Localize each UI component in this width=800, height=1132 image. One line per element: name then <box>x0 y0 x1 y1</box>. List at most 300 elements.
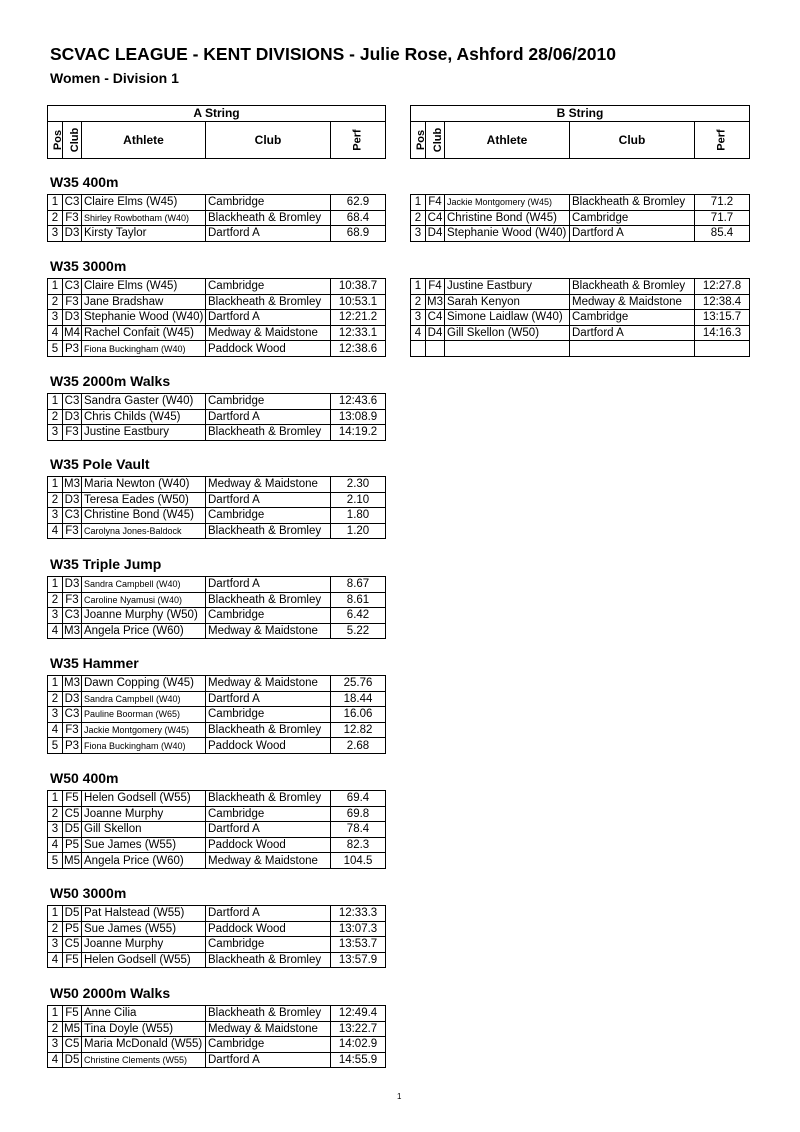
perf-cell: 5.22 <box>331 623 386 639</box>
position-cell: 2 <box>48 592 63 608</box>
perf-cell: 104.5 <box>331 853 386 869</box>
a-string-title: A String <box>48 106 386 122</box>
club-cell: Medway & Maidstone <box>206 477 331 493</box>
position-cell: 4 <box>411 325 426 341</box>
club-code-cell: F4 <box>426 195 445 211</box>
club-code-cell: C4 <box>426 210 445 226</box>
athlete-cell: Christine Bond (W45) <box>82 508 206 524</box>
perf-cell: 71.7 <box>695 210 750 226</box>
position-cell: 3 <box>48 822 63 838</box>
athlete-cell: Helen Godsell (W55) <box>82 952 206 968</box>
club-code-cell: D3 <box>63 577 82 593</box>
result-row <box>48 691 386 707</box>
club-code-cell: D3 <box>63 310 82 326</box>
club-code-cell: F4 <box>426 279 445 295</box>
club-code-cell: C3 <box>63 707 82 723</box>
club-cell: Cambridge <box>206 394 331 410</box>
athlete-cell: Jackie Montgomery (W45) <box>82 722 206 738</box>
results-table-a <box>47 476 386 539</box>
event-heading: W50 3000m <box>50 885 127 901</box>
position-cell: 3 <box>48 707 63 723</box>
position-cell: 2 <box>48 210 63 226</box>
position-cell: 1 <box>411 279 426 295</box>
result-row <box>48 226 386 242</box>
club-cell: Blackheath & Bromley <box>206 791 331 807</box>
position-cell: 2 <box>48 806 63 822</box>
result-row <box>411 325 750 341</box>
perf-cell: 13:53.7 <box>331 937 386 953</box>
a-string-header <box>47 105 386 159</box>
position-cell: 2 <box>411 294 426 310</box>
club-cell: Dartford A <box>206 226 331 242</box>
result-row <box>48 1037 386 1053</box>
athlete-cell: Stephanie Wood (W40) <box>445 226 570 242</box>
athlete-cell: Maria McDonald (W55) <box>82 1037 206 1053</box>
result-row <box>48 279 386 295</box>
result-row <box>48 310 386 326</box>
club-cell: Medway & Maidstone <box>206 325 331 341</box>
result-row <box>48 937 386 953</box>
b-string-title: B String <box>411 106 750 122</box>
pos-header: Pos <box>48 121 63 158</box>
position-cell: 3 <box>411 310 426 326</box>
athlete-cell: Pauline Boorman (W65) <box>82 707 206 723</box>
result-row <box>48 623 386 639</box>
perf-cell: 82.3 <box>331 837 386 853</box>
athlete-cell: Dawn Copping (W45) <box>82 676 206 692</box>
athlete-cell: Stephanie Wood (W40) <box>82 310 206 326</box>
perf-cell: 69.4 <box>331 791 386 807</box>
position-cell: 3 <box>48 226 63 242</box>
position-cell: 1 <box>48 906 63 922</box>
position-cell: 3 <box>411 226 426 242</box>
perf-cell: 14:55.9 <box>331 1052 386 1068</box>
result-row <box>411 341 750 357</box>
club-code-cell: D3 <box>63 409 82 425</box>
athlete-cell: Maria Newton (W40) <box>82 477 206 493</box>
club-code-cell: D3 <box>63 226 82 242</box>
athlete-cell: Shirley Rowbotham (W40) <box>82 210 206 226</box>
club-cell: Cambridge <box>206 806 331 822</box>
result-row <box>48 577 386 593</box>
club-cell: Cambridge <box>206 707 331 723</box>
club-code-cell: F5 <box>63 791 82 807</box>
club-cell: Blackheath & Bromley <box>206 294 331 310</box>
club-code-cell: F3 <box>63 210 82 226</box>
perf-cell: 12:33.1 <box>331 325 386 341</box>
result-row <box>48 921 386 937</box>
position-cell: 3 <box>48 608 63 624</box>
position-cell: 3 <box>48 310 63 326</box>
club-code-cell: P3 <box>63 738 82 754</box>
club-code-cell: C5 <box>63 1037 82 1053</box>
result-row <box>411 195 750 211</box>
club-code-cell: C3 <box>63 508 82 524</box>
result-row <box>48 210 386 226</box>
result-row <box>48 195 386 211</box>
athlete-cell: Rachel Confait (W45) <box>82 325 206 341</box>
result-row <box>411 310 750 326</box>
club-code-cell: M3 <box>427 295 443 308</box>
results-table-b <box>410 194 750 242</box>
club-cell: Dartford A <box>206 492 331 508</box>
club-cell: Paddock Wood <box>206 341 331 357</box>
athlete-cell: Angela Price (W60) <box>82 853 206 869</box>
athlete-cell: Jane Bradshaw <box>82 294 206 310</box>
athlete-cell: Claire Elms (W45) <box>82 195 206 211</box>
perf-cell: 12:21.2 <box>331 310 386 326</box>
athlete-cell: Justine Eastbury <box>82 425 206 441</box>
position-cell: 4 <box>48 523 63 539</box>
b-string-header <box>410 105 750 159</box>
club-code-header: Club <box>63 121 82 158</box>
results-table-b <box>410 278 750 357</box>
perf-cell: 13:08.9 <box>331 409 386 425</box>
page-number: 1 <box>397 1092 402 1101</box>
result-row <box>48 294 386 310</box>
club-code-cell: M3 <box>64 478 80 491</box>
club-cell: Blackheath & Bromley <box>206 722 331 738</box>
position-cell: 2 <box>411 210 426 226</box>
athlete-header: Athlete <box>445 121 570 158</box>
club-code-cell: F3 <box>63 294 82 310</box>
result-row <box>48 477 386 493</box>
result-row <box>48 837 386 853</box>
event-heading: W35 Triple Jump <box>50 556 162 572</box>
perf-cell: 85.4 <box>695 226 750 242</box>
athlete-cell: Christine Bond (W45) <box>445 210 570 226</box>
perf-cell: 10:53.1 <box>331 294 386 310</box>
position-cell: 1 <box>48 195 63 211</box>
position-cell: 1 <box>48 577 63 593</box>
athlete-cell: Helen Godsell (W55) <box>82 791 206 807</box>
athlete-cell: Anne Cilia <box>82 1006 206 1022</box>
athlete-cell: Gill Skellon (W50) <box>445 325 570 341</box>
club-code-cell: M5 <box>64 854 80 867</box>
club-code-cell: P3 <box>63 341 82 357</box>
club-cell: Dartford A <box>570 226 695 242</box>
event-heading: W50 400m <box>50 770 119 786</box>
club-cell: Dartford A <box>206 577 331 593</box>
club-code-cell: D4 <box>426 226 445 242</box>
position-cell: 4 <box>48 1052 63 1068</box>
result-row <box>48 722 386 738</box>
club-cell: Cambridge <box>570 310 695 326</box>
club-code-cell: M5 <box>64 1022 80 1035</box>
result-row <box>48 806 386 822</box>
position-cell: 1 <box>48 676 63 692</box>
club-cell: Blackheath & Bromley <box>206 592 331 608</box>
perf-cell: 68.4 <box>331 210 386 226</box>
club-code-cell: F5 <box>63 1006 82 1022</box>
club-code-cell: M4 <box>64 327 80 340</box>
club-code-cell: D5 <box>63 1052 82 1068</box>
perf-cell: 14:19.2 <box>331 425 386 441</box>
perf-cell: 2.30 <box>331 477 386 493</box>
club-cell: Medway & Maidstone <box>206 853 331 869</box>
position-cell: 1 <box>48 279 63 295</box>
position-cell: 3 <box>48 508 63 524</box>
results-table-a <box>47 576 386 639</box>
club-cell: Cambridge <box>206 195 331 211</box>
club-cell: Dartford A <box>206 310 331 326</box>
perf-header: Perf <box>695 121 750 158</box>
result-row <box>48 1021 386 1037</box>
position-cell: 1 <box>48 477 63 493</box>
club-code-cell: P5 <box>63 921 82 937</box>
result-row <box>48 1006 386 1022</box>
club-code-cell: D5 <box>63 822 82 838</box>
position-cell: 2 <box>48 1021 63 1037</box>
result-row <box>48 707 386 723</box>
results-table-a <box>47 194 386 242</box>
result-row <box>48 906 386 922</box>
perf-cell: 16.06 <box>331 707 386 723</box>
club-code-cell: F3 <box>63 592 82 608</box>
position-cell: 4 <box>48 837 63 853</box>
perf-cell: 25.76 <box>331 676 386 692</box>
club-cell: Blackheath & Bromley <box>570 195 695 211</box>
event-heading: W35 2000m Walks <box>50 373 171 389</box>
club-code-cell: D3 <box>63 691 82 707</box>
perf-cell: 13:15.7 <box>695 310 750 326</box>
club-cell: Cambridge <box>206 1037 331 1053</box>
club-cell: Blackheath & Bromley <box>206 1006 331 1022</box>
athlete-cell: Teresa Eades (W50) <box>82 492 206 508</box>
club-code-cell: C3 <box>63 608 82 624</box>
position-cell: 5 <box>48 738 63 754</box>
results-table-a <box>47 393 386 441</box>
result-row <box>48 425 386 441</box>
position-cell: 1 <box>48 1006 63 1022</box>
position-cell: 3 <box>48 1037 63 1053</box>
result-row <box>48 341 386 357</box>
club-cell: Cambridge <box>206 937 331 953</box>
result-row <box>48 738 386 754</box>
athlete-cell: Sue James (W55) <box>82 837 206 853</box>
athlete-cell: Jackie Montgomery (W45) <box>445 195 570 211</box>
athlete-cell: Carolyna Jones-Baldock <box>82 523 206 539</box>
club-code-cell: C5 <box>63 937 82 953</box>
result-row <box>48 592 386 608</box>
club-cell: Dartford A <box>206 409 331 425</box>
results-table-a <box>47 905 386 968</box>
athlete-cell: Fiona Buckingham (W40) <box>82 341 206 357</box>
club-code-cell: P5 <box>63 837 82 853</box>
results-table-a <box>47 1005 386 1068</box>
position-cell: 2 <box>48 492 63 508</box>
club-cell: Cambridge <box>206 508 331 524</box>
athlete-cell: Joanne Murphy <box>82 806 206 822</box>
athlete-cell: Pat Halstead (W55) <box>82 906 206 922</box>
athlete-cell: Caroline Nyamusi (W40) <box>82 592 206 608</box>
club-cell: Cambridge <box>206 279 331 295</box>
results-table-a <box>47 675 386 754</box>
perf-cell: 62.9 <box>331 195 386 211</box>
club-cell: Paddock Wood <box>206 738 331 754</box>
athlete-cell: Justine Eastbury <box>445 279 570 295</box>
club-header: Club <box>570 121 695 158</box>
perf-cell: 2.10 <box>331 492 386 508</box>
club-code-cell: C3 <box>63 195 82 211</box>
club-cell: Blackheath & Bromley <box>206 210 331 226</box>
perf-cell: 12:33.3 <box>331 906 386 922</box>
position-cell: 3 <box>48 937 63 953</box>
results-table-a <box>47 790 386 869</box>
result-row <box>48 676 386 692</box>
perf-cell: 13:07.3 <box>331 921 386 937</box>
perf-cell: 12.82 <box>331 722 386 738</box>
athlete-cell <box>445 341 570 357</box>
result-row <box>48 952 386 968</box>
position-cell <box>411 341 426 357</box>
club-cell: Dartford A <box>206 822 331 838</box>
result-row <box>48 822 386 838</box>
club-code-cell: C3 <box>63 279 82 295</box>
perf-cell: 12:38.6 <box>331 341 386 357</box>
club-cell: Medway & Maidstone <box>570 294 695 310</box>
position-cell: 4 <box>48 722 63 738</box>
perf-cell: 8.67 <box>331 577 386 593</box>
perf-cell: 1.20 <box>331 523 386 539</box>
perf-cell: 68.9 <box>331 226 386 242</box>
result-row <box>411 226 750 242</box>
result-row <box>48 523 386 539</box>
position-cell: 4 <box>48 325 63 341</box>
result-row <box>48 325 386 341</box>
event-heading: W35 Pole Vault <box>50 456 150 472</box>
athlete-cell: Kirsty Taylor <box>82 226 206 242</box>
athlete-cell: Sandra Gaster (W40) <box>82 394 206 410</box>
club-code-cell: F3 <box>63 722 82 738</box>
athlete-cell: Sandra Campbell (W40) <box>82 577 206 593</box>
athlete-cell: Simone Laidlaw (W40) <box>445 310 570 326</box>
athlete-cell: Gill Skellon <box>82 822 206 838</box>
athlete-cell: Fiona Buckingham (W40) <box>82 738 206 754</box>
athlete-cell: Christine Clements (W55) <box>82 1052 206 1068</box>
position-cell: 4 <box>48 952 63 968</box>
perf-header: Perf <box>331 121 386 158</box>
event-heading: W35 Hammer <box>50 655 139 671</box>
perf-cell: 14:02.9 <box>331 1037 386 1053</box>
results-table-a <box>47 278 386 357</box>
perf-cell: 10:38.7 <box>331 279 386 295</box>
club-cell: Blackheath & Bromley <box>206 523 331 539</box>
event-heading: W50 2000m Walks <box>50 985 171 1001</box>
athlete-cell: Joanne Murphy (W50) <box>82 608 206 624</box>
perf-cell: 78.4 <box>331 822 386 838</box>
perf-cell: 69.8 <box>331 806 386 822</box>
position-cell: 4 <box>48 623 63 639</box>
club-cell: Medway & Maidstone <box>206 1021 331 1037</box>
club-code-cell <box>426 341 445 357</box>
club-cell: Blackheath & Bromley <box>206 425 331 441</box>
position-cell: 3 <box>48 425 63 441</box>
perf-cell: 12:43.6 <box>331 394 386 410</box>
club-code-cell: F5 <box>63 952 82 968</box>
position-cell: 5 <box>48 341 63 357</box>
perf-cell: 13:57.9 <box>331 952 386 968</box>
club-cell: Cambridge <box>570 210 695 226</box>
result-row <box>48 492 386 508</box>
position-cell: 2 <box>48 921 63 937</box>
perf-cell: 6.42 <box>331 608 386 624</box>
result-row <box>48 608 386 624</box>
perf-cell: 13:22.7 <box>331 1021 386 1037</box>
club-code-cell: C3 <box>63 394 82 410</box>
position-cell: 2 <box>48 294 63 310</box>
perf-cell: 18.44 <box>331 691 386 707</box>
perf-cell <box>695 341 750 357</box>
position-cell: 5 <box>48 853 63 869</box>
club-code-cell: F3 <box>63 523 82 539</box>
athlete-cell: Sandra Campbell (W40) <box>82 691 206 707</box>
club-code-cell: M3 <box>64 677 80 690</box>
athlete-cell: Joanne Murphy <box>82 937 206 953</box>
club-cell <box>570 341 695 357</box>
result-row <box>48 394 386 410</box>
perf-cell: 71.2 <box>695 195 750 211</box>
event-heading: W35 400m <box>50 174 119 190</box>
club-code-cell: M3 <box>64 625 80 638</box>
event-heading: W35 3000m <box>50 258 127 274</box>
club-code-cell: D3 <box>63 492 82 508</box>
perf-cell: 12:38.4 <box>695 294 750 310</box>
club-cell: Cambridge <box>206 608 331 624</box>
result-row <box>48 853 386 869</box>
page-title: SCVAC LEAGUE - KENT DIVISIONS - Julie Rose, Ashford 28/06/2010 <box>50 44 616 64</box>
perf-cell: 12:49.4 <box>331 1006 386 1022</box>
club-cell: Medway & Maidstone <box>206 623 331 639</box>
perf-cell: 2.68 <box>331 738 386 754</box>
perf-cell: 1.80 <box>331 508 386 524</box>
club-code-cell: D5 <box>63 906 82 922</box>
club-cell: Dartford A <box>206 1052 331 1068</box>
result-row <box>411 294 750 310</box>
result-row <box>48 791 386 807</box>
club-cell: Dartford A <box>206 691 331 707</box>
athlete-cell: Sue James (W55) <box>82 921 206 937</box>
club-cell: Paddock Wood <box>206 921 331 937</box>
page-subtitle: Women - Division 1 <box>50 70 179 86</box>
result-row <box>48 508 386 524</box>
perf-cell: 14:16.3 <box>695 325 750 341</box>
position-cell: 2 <box>48 691 63 707</box>
position-cell: 1 <box>411 195 426 211</box>
position-cell: 1 <box>48 791 63 807</box>
club-cell: Medway & Maidstone <box>206 676 331 692</box>
club-code-cell: D4 <box>426 325 445 341</box>
club-cell: Dartford A <box>570 325 695 341</box>
club-header: Club <box>206 121 331 158</box>
result-row <box>411 210 750 226</box>
result-row <box>48 1052 386 1068</box>
result-row <box>48 409 386 425</box>
athlete-header: Athlete <box>82 121 206 158</box>
club-cell: Paddock Wood <box>206 837 331 853</box>
athlete-cell: Chris Childs (W45) <box>82 409 206 425</box>
perf-cell: 12:27.8 <box>695 279 750 295</box>
athlete-cell: Sarah Kenyon <box>445 294 570 310</box>
club-code-header: Club <box>426 121 445 158</box>
perf-cell: 8.61 <box>331 592 386 608</box>
club-cell: Blackheath & Bromley <box>206 952 331 968</box>
position-cell: 2 <box>48 409 63 425</box>
result-row <box>411 279 750 295</box>
club-cell: Dartford A <box>206 906 331 922</box>
club-code-cell: C5 <box>63 806 82 822</box>
club-code-cell: C4 <box>426 310 445 326</box>
